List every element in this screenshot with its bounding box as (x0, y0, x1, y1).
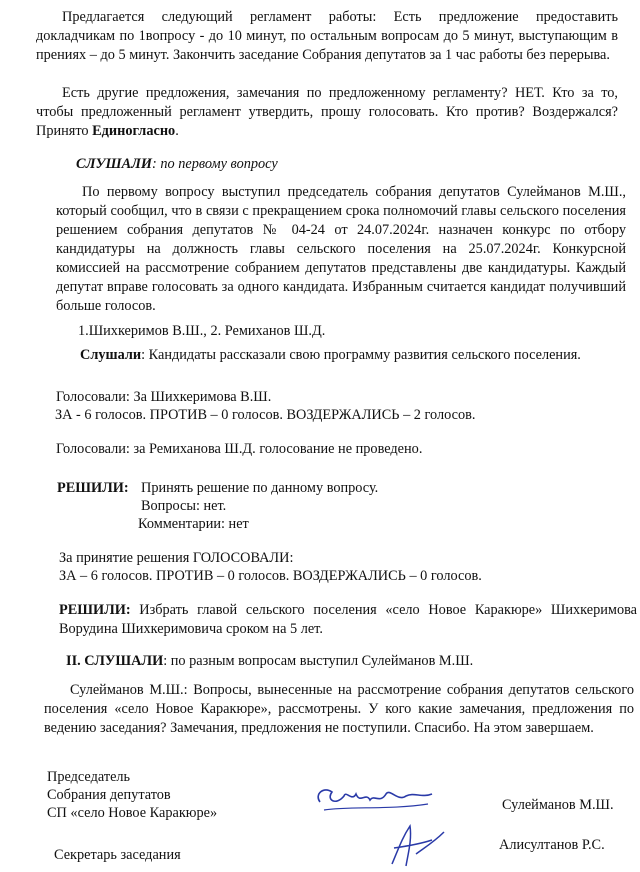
decision-1-line-1: Принять решение по данному вопросу. (141, 480, 379, 496)
chair-name: Сулейманов М.Ш. (502, 797, 614, 813)
unanimous-label: Единогласно (92, 123, 176, 139)
heard-text: : Кандидаты рассказали свою программу развития сельского поселения. (141, 347, 581, 363)
candidates-list: 1.Шихкеримов В.Ш., 2. Ремиханов Ш.Д. (78, 323, 326, 339)
section-1-heading-label: СЛУШАЛИ (76, 156, 153, 172)
regulation-vote-end: . (175, 123, 179, 139)
section-2-label: II. СЛУШАЛИ (66, 653, 164, 669)
decision-2-text: Избрать главой сельского поселения «село Новое Каракюре» Шихкеримова Ворудина Шихкеримовича сроком на 5 лет. (59, 602, 637, 637)
secretary-name: Алисултанов Р.С. (499, 837, 605, 853)
decision-2-label: РЕШИЛИ: (59, 602, 131, 618)
chair-title-line-1: Председатель (47, 769, 131, 785)
chair-signature (310, 780, 440, 820)
heard-line (80, 346, 581, 365)
decision-1-line-2: Вопросы: нет. (141, 498, 227, 514)
chair-title-line-3: СП «село Новое Каракюре» (47, 805, 218, 821)
decision-1-label-text: РЕШИЛИ: (57, 480, 129, 496)
section-1-heading (76, 155, 278, 174)
secretary-label: Секретарь заседания (54, 847, 181, 863)
decision-1-label (57, 479, 129, 498)
heard-label: Слушали (80, 347, 142, 363)
section-2-text: : по разным вопросам выступил Сулейманов М.Ш. (163, 653, 474, 669)
secretary-signature (372, 820, 452, 870)
section-1-heading-rest: : по первому вопросу (152, 156, 278, 172)
vote-1-line-1: Голосовали: За Шихкеримова В.Ш. (56, 389, 272, 405)
vote-3-line-1: За принятие решения ГОЛОСОВАЛИ: (59, 550, 294, 566)
decision-2-paragraph (59, 601, 637, 639)
chair-title-line-2: Собрания депутатов (47, 787, 171, 803)
closing-paragraph: Сулейманов М.Ш.: Вопросы, вынесенные на рассмотрение собрания депутатов сельского поселения «село Новое Каракюре», рассмотрены. У кого какие замечания, предложения по ведению заседания? Замечания, предложения не поступили. Спасибо. На этом завершаем. (44, 682, 634, 736)
vote-2-line: Голосовали: за Ремиханова Ш.Д. голосование не проведено. (56, 441, 423, 457)
regulation-vote-text: Есть другие предложения, замечания по предложенному регламенту? НЕТ. Кто за то, чтобы предложенный регламент утвердить, прошу голосовать. Кто против? Воздержался? Принято (36, 85, 618, 139)
vote-1-line-2: ЗА - 6 голосов. ПРОТИВ – 0 голосов. ВОЗДЕРЖАЛИСЬ – 2 голосов. (55, 407, 476, 423)
regulation-paragraph: Предлагается следующий регламент работы: Есть предложение предоставить докладчикам по 1вопросу - до 10 минут, по остальным вопросам до 5 минут, выступающим в прениях – до 5 минут. Закончить заседание Собрания депутатов за 1 час работы без перерыва. (36, 9, 618, 63)
vote-3-line-2: ЗА – 6 голосов. ПРОТИВ – 0 голосов. ВОЗДЕРЖАЛИСЬ – 0 голосов. (59, 568, 482, 584)
decision-1-line-3: Комментарии: нет (138, 516, 249, 532)
regulation-vote-paragraph (36, 84, 618, 141)
first-question-paragraph: По первому вопросу выступил председатель собрания депутатов Сулейманов М.Ш., который сообщил, что в связи с прекращением срока полномочий главы сельского поселения решением собрания депутатов № 04-24 от 24.07.2024г. назначен конкурс по отбору кандидатуры на должность главы сельского поселения на 25.07.2024г. Конкурсной комиссией на рассмотрение собранием депутатов представлены две кандидатуры. Каждый депутат вправе голосовать за одного кандидата. Избранным считается кандидат получивший больше голосов. (56, 184, 626, 314)
section-2-heading (66, 652, 473, 671)
